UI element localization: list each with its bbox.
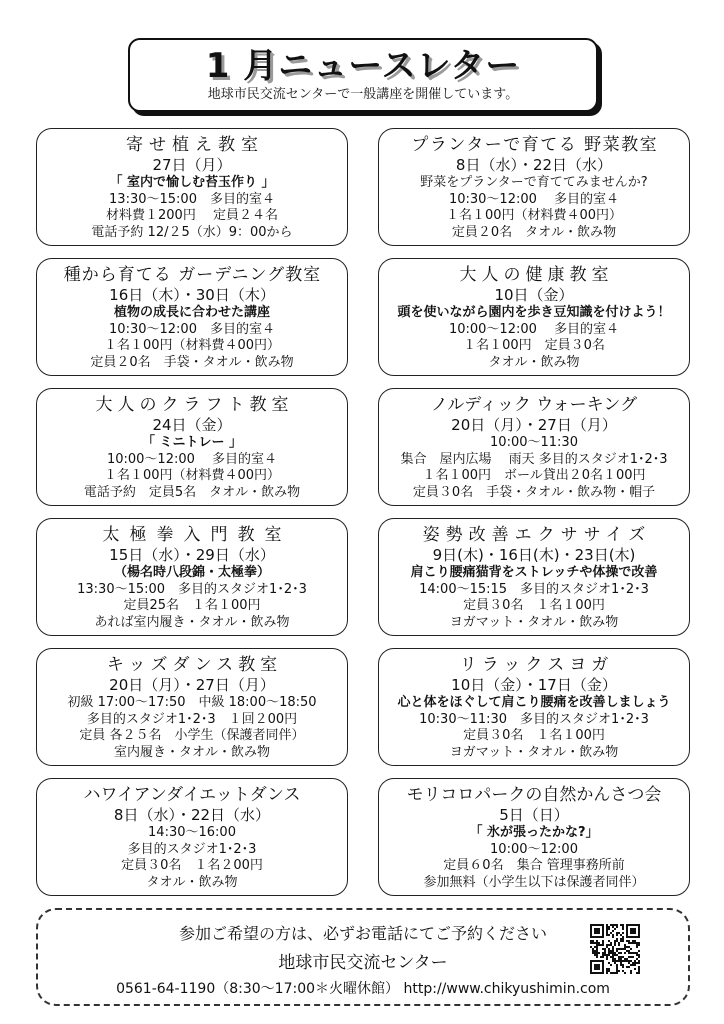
course-title: 姿勢改善エクササイズ [422, 525, 652, 545]
course-detail: 10:30～12:00 多目的室４ [448, 191, 620, 207]
course-card [378, 258, 690, 376]
course-detail: 13:30～15:00 多目的室４ [109, 191, 275, 207]
course-detail: （楊名時八段錦・太極拳） [113, 565, 270, 580]
course-detail: 13:30～15:00 多目的スタジオ1･2･3 [77, 581, 307, 597]
course-detail: ヨガマット・タオル・飲み物 [449, 744, 619, 760]
course-title: 種から育てる ガーデニング教室 [63, 265, 322, 285]
course-title: モリコロパークの自然かんさつ会 [406, 785, 662, 805]
course-detail: 電話予約 12/２5（水）9：00から [91, 224, 293, 240]
course-detail: 10:30～11:30 多目的スタジオ1･2･3 [419, 711, 649, 727]
course-detail: 定員２0名 タオル・飲み物 [451, 224, 617, 240]
course-detail: 10:00～12:00 [490, 841, 578, 857]
course-detail: 頭を使いながら園内を歩き豆知識を付けよう！ [397, 305, 671, 320]
course-date: 24日（金） [152, 416, 232, 434]
course-detail: 「 室内で愉しむ苔玉作り 」 [109, 175, 275, 190]
course-detail: 10:00～11:30 [490, 435, 578, 450]
course-card [36, 388, 348, 506]
course-card [378, 128, 690, 246]
course-title: 大人のクラフト教室 [95, 395, 294, 415]
course-detail: 参加無料（小学生以下は保護者同伴） [423, 874, 645, 890]
course-date: 8日（水）・22日（水） [455, 156, 613, 174]
course-detail: 定員３0名 手袋・タオル・飲み物・帽子 [412, 484, 656, 500]
course-detail: 14:30～16:00 [148, 825, 236, 840]
course-detail: 室内履き・タオル・飲み物 [113, 744, 270, 760]
course-date: 5日（日） [499, 806, 569, 824]
course-card [378, 388, 690, 506]
course-title: リラックスヨガ [459, 655, 614, 675]
course-title: 大人の健康教室 [459, 265, 614, 285]
course-detail: 定員 各２５名 小学生（保護者同伴） [79, 728, 305, 743]
course-card [36, 778, 348, 896]
organization-name: 地球市民交流センター [278, 953, 448, 973]
course-detail: 電話予約 定員5名 タオル・飲み物 [83, 484, 301, 500]
newsletter-header [128, 38, 598, 112]
qr-code-icon [590, 924, 640, 974]
course-detail: 材料費１200円 定員２４名 [106, 208, 278, 223]
course-detail: 定員６0名 集合 管理事務所前 [443, 858, 625, 873]
website-url: http://www.chikyushimin.com [403, 981, 610, 997]
course-card [378, 778, 690, 896]
course-date: 9日(木)・16日(木)・23日(木) [432, 546, 636, 564]
course-detail: 定員２0名 手袋・タオル・飲み物 [90, 354, 294, 370]
course-card [378, 518, 690, 636]
contact-line [38, 980, 688, 998]
course-date: 10日（金） [494, 286, 574, 304]
course-date: 27日（月） [152, 156, 232, 174]
course-detail: 多目的スタジオ1･2･3 １回２00円 [86, 711, 298, 727]
course-title: ノルディック ウォーキング [430, 395, 638, 415]
course-detail: 「 ミニトレー 」 [141, 435, 243, 450]
course-detail: 「 氷が張ったかな?」 [469, 825, 599, 840]
course-date: 20日（月）・27日（月） [451, 416, 617, 434]
course-detail: １名１00円（材料費４00円） [445, 208, 623, 223]
course-detail: 定員25名 １名１00円 [123, 598, 261, 613]
course-title: プランターで育てる 野菜教室 [411, 135, 659, 155]
course-card [36, 258, 348, 376]
course-card [378, 648, 690, 766]
course-date: 8日（水）・22日（水） [113, 806, 271, 824]
course-detail: １名１00円 定員３0名 [463, 338, 605, 353]
course-card [36, 648, 348, 766]
course-date: 16日（木）・30日（木） [109, 286, 275, 304]
course-detail: 心と体をほぐして肩こり腰痛を改善しましょう [397, 695, 671, 710]
course-date: 15日（水）・29日（水） [109, 546, 275, 564]
phone-number: 0561-64-1190（8:30～17:00＊火曜休館） [116, 981, 400, 997]
course-detail: １名１00円（材料費４00円） [103, 468, 281, 483]
course-detail: 10:00～12:00 多目的室４ [106, 451, 278, 467]
course-card [36, 128, 348, 246]
course-detail: タオル・飲み物 [488, 354, 580, 370]
reservation-notice: 参加ご希望の方は、必ずお電話にてご予約ください [178, 924, 547, 943]
course-card [36, 518, 348, 636]
course-detail: 10:30～12:00 多目的室４ [109, 321, 275, 337]
course-detail: あれば室内履き・タオル・飲み物 [94, 614, 290, 630]
course-detail: １名１00円（材料費４00円） [103, 338, 281, 353]
course-detail: 多目的スタジオ1･2･3 [127, 841, 257, 857]
column-right [378, 128, 690, 908]
course-detail: ヨガマット・タオル・飲み物 [449, 614, 619, 630]
course-title: 太極拳入門教室 [102, 525, 292, 545]
course-detail: 定員３0名 １名２00円 [121, 858, 263, 873]
course-detail: 初級 17:00～17:50 中級 18:00～18:50 [67, 695, 317, 710]
page-subtitle: 地球市民交流センターで一般講座を開催しています。 [207, 87, 519, 102]
course-detail: 定員３0名 １名１00円 [463, 728, 605, 743]
course-detail: 集合 屋内広場 雨天 多目的スタジオ1･2･3 [400, 451, 668, 467]
course-date: 10日（金）・17日（金） [451, 676, 617, 694]
course-title: ハワイアンダイエットダンス [83, 785, 301, 805]
course-detail: １名１00円 ボール貸出２0名１00円 [422, 468, 646, 483]
column-left [36, 128, 348, 908]
course-detail: 肩こり腰痛猫背をストレッチや体操で改善 [410, 565, 658, 580]
course-detail: 14:00～15:15 多目的スタジオ1･2･3 [419, 581, 649, 597]
contact-box [36, 908, 690, 1006]
course-title: キッズダンス教室 [106, 655, 283, 675]
course-detail: タオル・飲み物 [146, 874, 238, 890]
course-detail: 植物の成長に合わせた講座 [113, 305, 270, 320]
course-title: 寄せ植え教室 [126, 135, 264, 155]
course-detail: 10:00～12:00 多目的室４ [448, 321, 620, 337]
page-title: 1 月ニュースレター [205, 46, 521, 86]
course-detail: 野菜をプランターで育ててみませんか? [420, 175, 648, 190]
course-date: 20日（月）・27日（月） [109, 676, 275, 694]
course-detail: 定員３0名 １名１00円 [463, 598, 605, 613]
